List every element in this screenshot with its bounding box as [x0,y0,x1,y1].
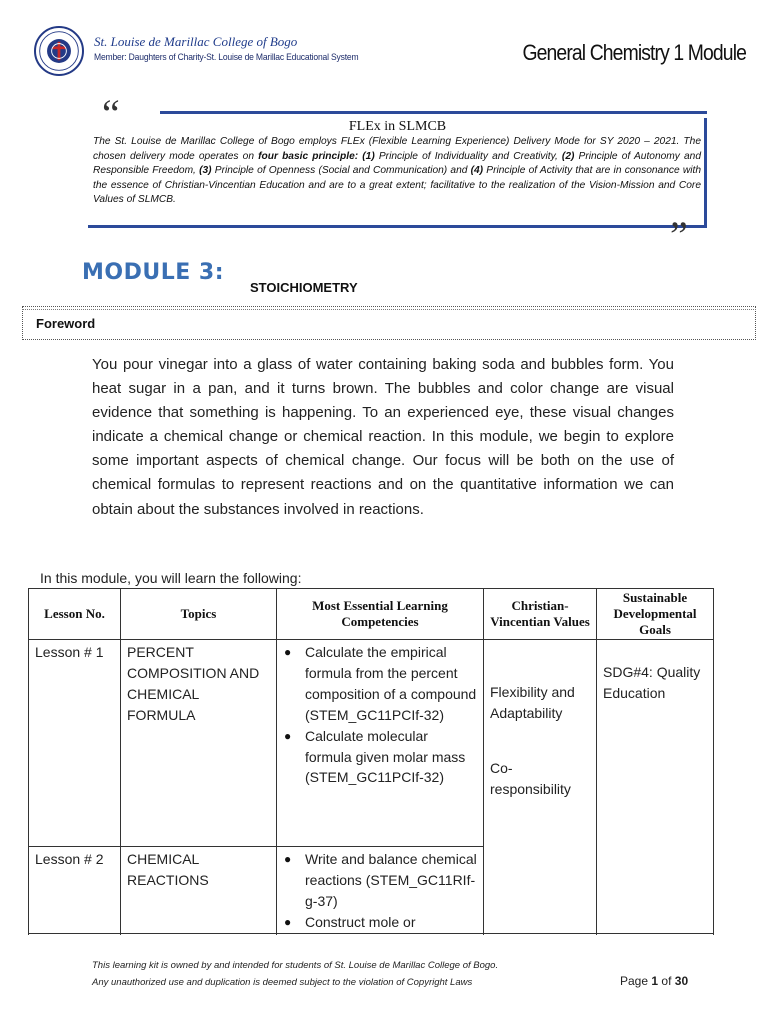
competency-item: ● Calculate the empirical formula from the percent composition of a compound (STEM_GC11PCIf-32) [305,642,477,726]
flex-box-top-rule [160,111,707,114]
competency-item: ● Write and balance chemical reactions (STEM_GC11RIf-g-37) [305,849,477,912]
footer-ownership-note: This learning kit is owned by and intended for students of St. Louise de Marillac College of Bogo. [92,960,499,971]
table-row [29,640,714,847]
module-number-heading: MODULE 3: [82,260,225,285]
module-title: General Chemistry 1 Module [522,40,746,65]
flex-title: FLEx in SLMCB [348,119,447,134]
close-quote-mark: ” [670,213,688,258]
lesson-values [484,640,597,937]
lessons-table [28,588,714,937]
table-header-row [29,589,714,640]
lesson-number: Lesson # 2 [29,847,121,937]
college-seal [34,26,84,76]
competency-item: ● Calculate molecular formula given molar mass (STEM_GC11PCIf-32) [305,726,477,789]
footer-copyright-note: Any unauthorized use and duplication is deemed subject to the violation of Copyright Laws [92,977,473,988]
foreword-divider [22,309,756,310]
header-topics: Topics [121,589,277,640]
foreword-label: Foreword [36,316,96,331]
foreword-paragraph: You pour vinegar into a glass of water containing baking soda and bubbles form. You heat sugar in a pan, and it turns brown. The bubbles and color change are visual evidence that something is happening. To an experienced eye, these visual changes indicate a chemical change or chemical reaction. In this module, we begin to explore some important aspects of chemical change. Our focus will be both on the use of chemical formulas to represent reactions and on the quantitative information we can obtain about the substances involved in reactions. [92,356,674,518]
lesson-sdg: SDG#4: Quality Education [597,640,714,937]
lesson-topic: CHEMICAL REACTIONS [121,847,277,937]
header-competencies: Most Essential Learning Competencies [277,589,484,640]
competency-item: ● Construct mole or [305,912,477,933]
college-name: St. Louise de Marillac College of Bogo [94,34,298,49]
lesson-competencies [277,640,484,847]
header-lesson-no: Lesson No. [29,589,121,640]
flex-description: The St. Louise de Marillac College of Bogo employs FLEx (Flexible Learning Experience) Delivery Mode for SY 2020 – 2021. The chosen delivery mode operates on four basic principle: (1) Principle of Individuality and Creativity, (2) Principle of Autonomy and Responsible Freedom, (3) Principle of Openness (Social and Communication) and (4) Principle of Activity that are in consonance with the essence of Christian-Vincentian Education and are to a great extent; facilitative to the realization of the Vision-Mission and Core Values of SLMCB. [93,136,701,206]
foreword-band [22,306,756,340]
header-values: Christian-Vincentian Values [484,589,597,640]
open-quote-mark: “ [102,91,120,136]
page-number: Page 1 of 30 [620,974,689,988]
module-topic: STOICHIOMETRY [250,280,358,295]
page-break-mask [0,935,768,955]
header-sdg: Sustainable Developmental Goals [597,589,714,640]
membership-line: Member: Daughters of Charity-St. Louise de Marillac Educational System [94,52,359,63]
lesson-topic: PERCENT COMPOSITION AND CHEMICAL FORMULA [121,640,277,847]
value-item: Flexibility and Adaptability [490,684,575,721]
college-seal-icon [36,28,82,74]
lesson-competencies [277,847,484,937]
lesson-number: Lesson # 1 [29,640,121,847]
learning-intro: In this module, you will learn the following: [40,570,302,586]
value-item: Co-responsibility [490,759,571,797]
table-bottom-border [28,933,714,934]
